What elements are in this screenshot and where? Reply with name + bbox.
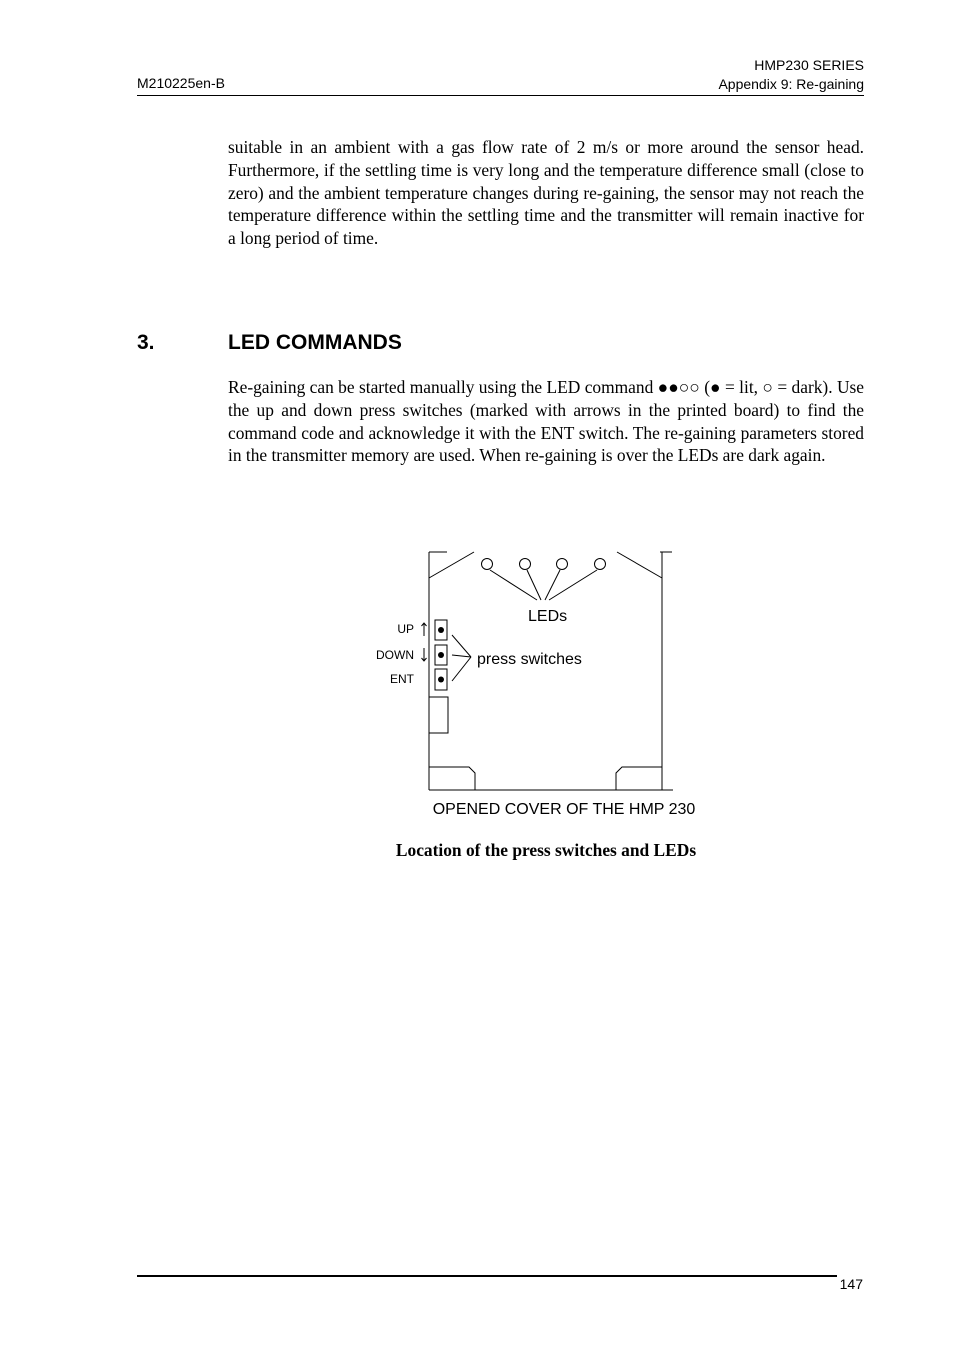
section-number: 3. (137, 331, 155, 354)
running-header (718, 56, 864, 94)
led-1 (482, 559, 493, 570)
cover-caption: OPENED COVER OF THE HMP 230 (432, 801, 696, 818)
appendix-title: Appendix 9: Re-gaining (718, 76, 864, 92)
led-commands-paragraph (228, 376, 864, 467)
led-2 (520, 559, 531, 570)
paragraph-text-c: = lit, (720, 377, 763, 397)
section-title: LED COMMANDS (228, 331, 402, 354)
page-number: 147 (839, 1276, 863, 1292)
intro-paragraph: suitable in an ambient with a gas flow rate of 2 m/s or more around the sensor head. Furthermore, if the settling time is very long and the temperature difference small (close to zero) and the ambient temperature changes during re-gaining, the sensor may not reach the temperature difference within the settling time and the transmitter will remain inactive for a long period of time. (228, 137, 864, 249)
led-3 (557, 559, 568, 570)
down-label: DOWN (376, 648, 414, 662)
footer-rule (137, 1275, 837, 1277)
lit-symbol: ● (710, 377, 721, 397)
figure-caption: Location of the press switches and LEDs (395, 840, 697, 860)
press-switches-label: press switches (477, 651, 582, 668)
header-rule (137, 95, 864, 96)
document-code: M210225en-B (137, 75, 225, 91)
led-4 (595, 559, 606, 570)
switches-pointer-lines (452, 635, 471, 681)
leds-pointer-lines (490, 570, 597, 600)
up-switch-dot (438, 627, 444, 633)
down-switch-dot (438, 652, 444, 658)
led-command-symbols: ●●○○ (657, 377, 700, 397)
down-arrow-icon (422, 648, 427, 661)
cover-diagram (360, 545, 700, 805)
up-arrow-icon (422, 623, 427, 636)
series-name: HMP230 SERIES (754, 57, 864, 73)
paragraph-text-d: = dark). Use the up and down press switches (marked with arrows in the printed board) to find the command code and acknowledge it with the ENT switch. The re-gaining parameters stored in the transmitter memory are used. When re-gaining is over the LEDs are dark again. (228, 377, 864, 466)
paragraph-text-a: Re-gaining can be started manually using the LED command (228, 377, 658, 397)
ent-label: ENT (390, 672, 414, 686)
dark-symbol: ○ (762, 377, 773, 397)
paragraph-text-b: ( (699, 377, 711, 397)
ent-switch-dot (438, 677, 444, 683)
leds-label: LEDs (528, 608, 568, 625)
up-label: UP (397, 622, 414, 636)
